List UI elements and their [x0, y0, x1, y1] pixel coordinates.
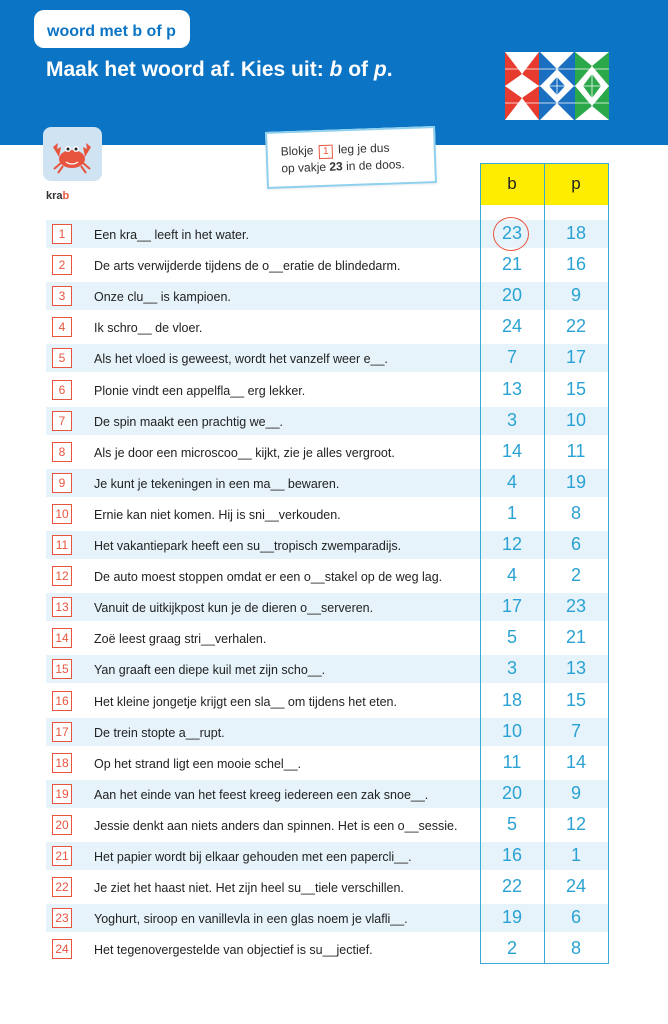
b-answer-number: 11 — [502, 751, 522, 772]
exercise-number: 19 — [52, 784, 72, 804]
p-answer-number: 16 — [565, 254, 587, 275]
exercise-number: 8 — [52, 442, 72, 462]
b-answer-number: 4 — [506, 471, 517, 492]
p-answer-number: 17 — [565, 347, 587, 368]
exercise-number: 21 — [52, 846, 72, 866]
p-answer-number: 8 — [570, 938, 581, 959]
exercise-number: 4 — [52, 317, 72, 337]
exercise-number: 22 — [52, 877, 72, 897]
p-answer-number: 12 — [565, 813, 587, 834]
title-prefix: Maak het woord af. Kies uit: — [46, 58, 330, 81]
puzzle-pattern-icon — [505, 52, 609, 120]
b-answer-number: 19 — [501, 907, 523, 928]
exercise-sentence: Het tegenovergestelde van objectief is su__jectief. — [94, 943, 373, 958]
p-answer-number: 19 — [565, 471, 587, 492]
column-header-b: b — [480, 163, 544, 205]
p-answer-number: 11 — [566, 440, 586, 461]
exercise-number: 6 — [52, 380, 72, 400]
b-answer-number: 20 — [501, 285, 523, 306]
example-word-letter: b — [62, 190, 70, 202]
exercise-sentence: Onze clu__ is kampioen. — [94, 290, 231, 305]
b-answer-number: 1 — [506, 502, 517, 523]
b-answer-number: 3 — [506, 409, 517, 430]
b-answer-number: 23 — [501, 223, 523, 243]
exercise-sentence: Het vakantiepark heeft een su__tropisch zwemparadijs. — [94, 539, 402, 553]
crab-icon — [49, 131, 95, 177]
hint-line1-pre: Blokje — [280, 143, 314, 159]
p-answer-number: 14 — [565, 751, 587, 772]
b-answer-number: 3 — [506, 658, 517, 679]
b-answer-number: 2 — [506, 938, 517, 959]
p-answer-number: 15 — [565, 378, 587, 399]
p-answer-number: 22 — [565, 316, 587, 337]
hint-box-number: 1 — [319, 145, 333, 159]
exercise-sentence: Als het vloed is geweest, wordt het vanzelf weer e__. — [94, 352, 388, 367]
exercise-number: 5 — [52, 348, 72, 368]
b-answer-number: 20 — [501, 782, 523, 803]
hint-line1-post: leg je dus — [337, 140, 390, 157]
exercise-sentence: Je kunt je tekeningen in een ma__ bewaren. — [94, 476, 340, 491]
p-answer-number: 9 — [570, 285, 581, 306]
p-answer-number: 18 — [565, 223, 587, 243]
exercise-number: 14 — [52, 628, 72, 648]
page-title — [46, 58, 393, 82]
title-letter-p: p — [373, 58, 387, 81]
b-answer-number: 18 — [501, 689, 523, 710]
exercise-number: 17 — [52, 722, 72, 742]
p-answer-number: 1 — [570, 845, 581, 865]
hint-line2-num: 23 — [329, 159, 343, 174]
exercise-number: 10 — [52, 504, 72, 524]
hint-line2-pre: op vakje — [281, 159, 327, 176]
p-answer-number: 7 — [570, 720, 581, 741]
exercise-sentence: Yan graaft een diepe kuil met zijn scho__. — [94, 663, 326, 678]
b-answer-number: 4 — [506, 565, 517, 586]
exercise-sentence: Als je door een microscoo__ kijkt, zie je alles vergroot. — [94, 445, 395, 460]
hint-note — [265, 126, 437, 189]
exercise-number: 18 — [52, 753, 72, 773]
header-banner — [0, 0, 668, 145]
exercise-number: 7 — [52, 411, 72, 431]
p-answer-number: 10 — [565, 409, 587, 430]
exercise-sentence: De arts verwijderde tijdens de o__eratie de blindedarm. — [94, 259, 401, 274]
exercise-sentence: Een kra__ leeft in het water. — [94, 228, 249, 242]
p-answer-number: 15 — [565, 689, 587, 710]
exercise-number: 23 — [52, 908, 72, 928]
b-answer-number: 5 — [506, 627, 517, 648]
exercise-sentence: De spin maakt een prachtig we__. — [94, 414, 283, 429]
exercise-number: 16 — [52, 691, 72, 711]
exercise-number: 24 — [52, 939, 72, 959]
exercise-sentence: Je ziet het haast niet. Het zijn heel su__tiele verschillen. — [94, 881, 404, 896]
title-mid: of — [342, 58, 374, 81]
exercise-sentence: Het papier wordt bij elkaar gehouden met een papercli__. — [94, 850, 412, 864]
b-answer-number: 17 — [501, 596, 523, 617]
exercise-number: 15 — [52, 659, 72, 679]
p-answer-number: 24 — [565, 876, 587, 897]
exercise-sentence: Het kleine jongetje krijgt een sla__ om tijdens het eten. — [94, 694, 397, 709]
exercise-number: 9 — [52, 473, 72, 493]
p-answer-number: 6 — [570, 534, 581, 554]
exercise-number: 1 — [52, 224, 72, 244]
topic-tag: woord met b of p — [34, 10, 190, 48]
title-letter-b: b — [329, 58, 343, 81]
b-answer-number: 22 — [501, 876, 523, 897]
exercise-sentence: Op het strand ligt een mooie schel__. — [94, 756, 302, 771]
exercise-sentence: Jessie denkt aan niets anders dan spinnen. Het is een o__sessie. — [94, 818, 458, 833]
p-answer-number: 13 — [565, 658, 587, 679]
exercise-number: 13 — [52, 597, 72, 617]
example-word-start: kra — [46, 190, 63, 202]
column-frame-b — [480, 163, 545, 964]
p-answer-number: 21 — [565, 627, 587, 648]
exercise-number: 3 — [52, 286, 72, 306]
exercise-sentence: Vanuit de uitkijkpost kun je de dieren o__serveren. — [94, 601, 374, 616]
hint-line2-post: in de doos. — [345, 157, 405, 174]
p-answer-number: 2 — [570, 565, 581, 586]
b-answer-number: 24 — [501, 316, 523, 337]
title-suffix: . — [386, 58, 393, 81]
b-answer-number: 14 — [501, 440, 523, 461]
column-header-p: p — [544, 163, 608, 205]
exercise-sentence: Zoë leest graag stri__verhalen. — [94, 632, 267, 647]
b-answer-number: 13 — [501, 378, 523, 399]
exercise-sentence: Aan het einde van het feest kreeg iedereen een zak snoe__. — [94, 787, 429, 802]
p-answer-number: 8 — [570, 502, 581, 523]
b-answer-number: 12 — [501, 534, 523, 554]
b-answer-number: 5 — [506, 813, 517, 834]
exercise-sentence: Plonie vindt een appelfla__ erg lekker. — [94, 383, 306, 398]
b-answer-number: 10 — [501, 720, 523, 741]
exercise-sentence: Ernie kan niet komen. Hij is sni__verkouden. — [94, 507, 341, 522]
exercise-sentence: Yoghurt, siroop en vanillevla in een glas noem je vlafli__. — [94, 912, 408, 927]
exercise-sentence: De auto moest stoppen omdat er een o__stakel op de weg lag. — [94, 570, 443, 585]
example-picture-card — [43, 127, 102, 181]
exercise-number: 11 — [52, 535, 72, 555]
b-answer-number: 7 — [506, 347, 517, 368]
exercise-sentence: De trein stopte a__rupt. — [94, 725, 225, 740]
b-answer-number: 21 — [501, 254, 523, 275]
column-frame-p — [544, 163, 609, 964]
p-answer-number: 9 — [570, 782, 581, 803]
exercise-sentence: Ik schro__ de vloer. — [94, 321, 203, 336]
exercise-number: 2 — [52, 255, 72, 275]
b-answer-number: 16 — [501, 845, 523, 865]
exercise-number: 12 — [52, 566, 72, 586]
example-word — [46, 190, 69, 202]
exercise-number: 20 — [52, 815, 72, 835]
p-answer-number: 6 — [570, 907, 581, 928]
p-answer-number: 23 — [565, 596, 587, 617]
